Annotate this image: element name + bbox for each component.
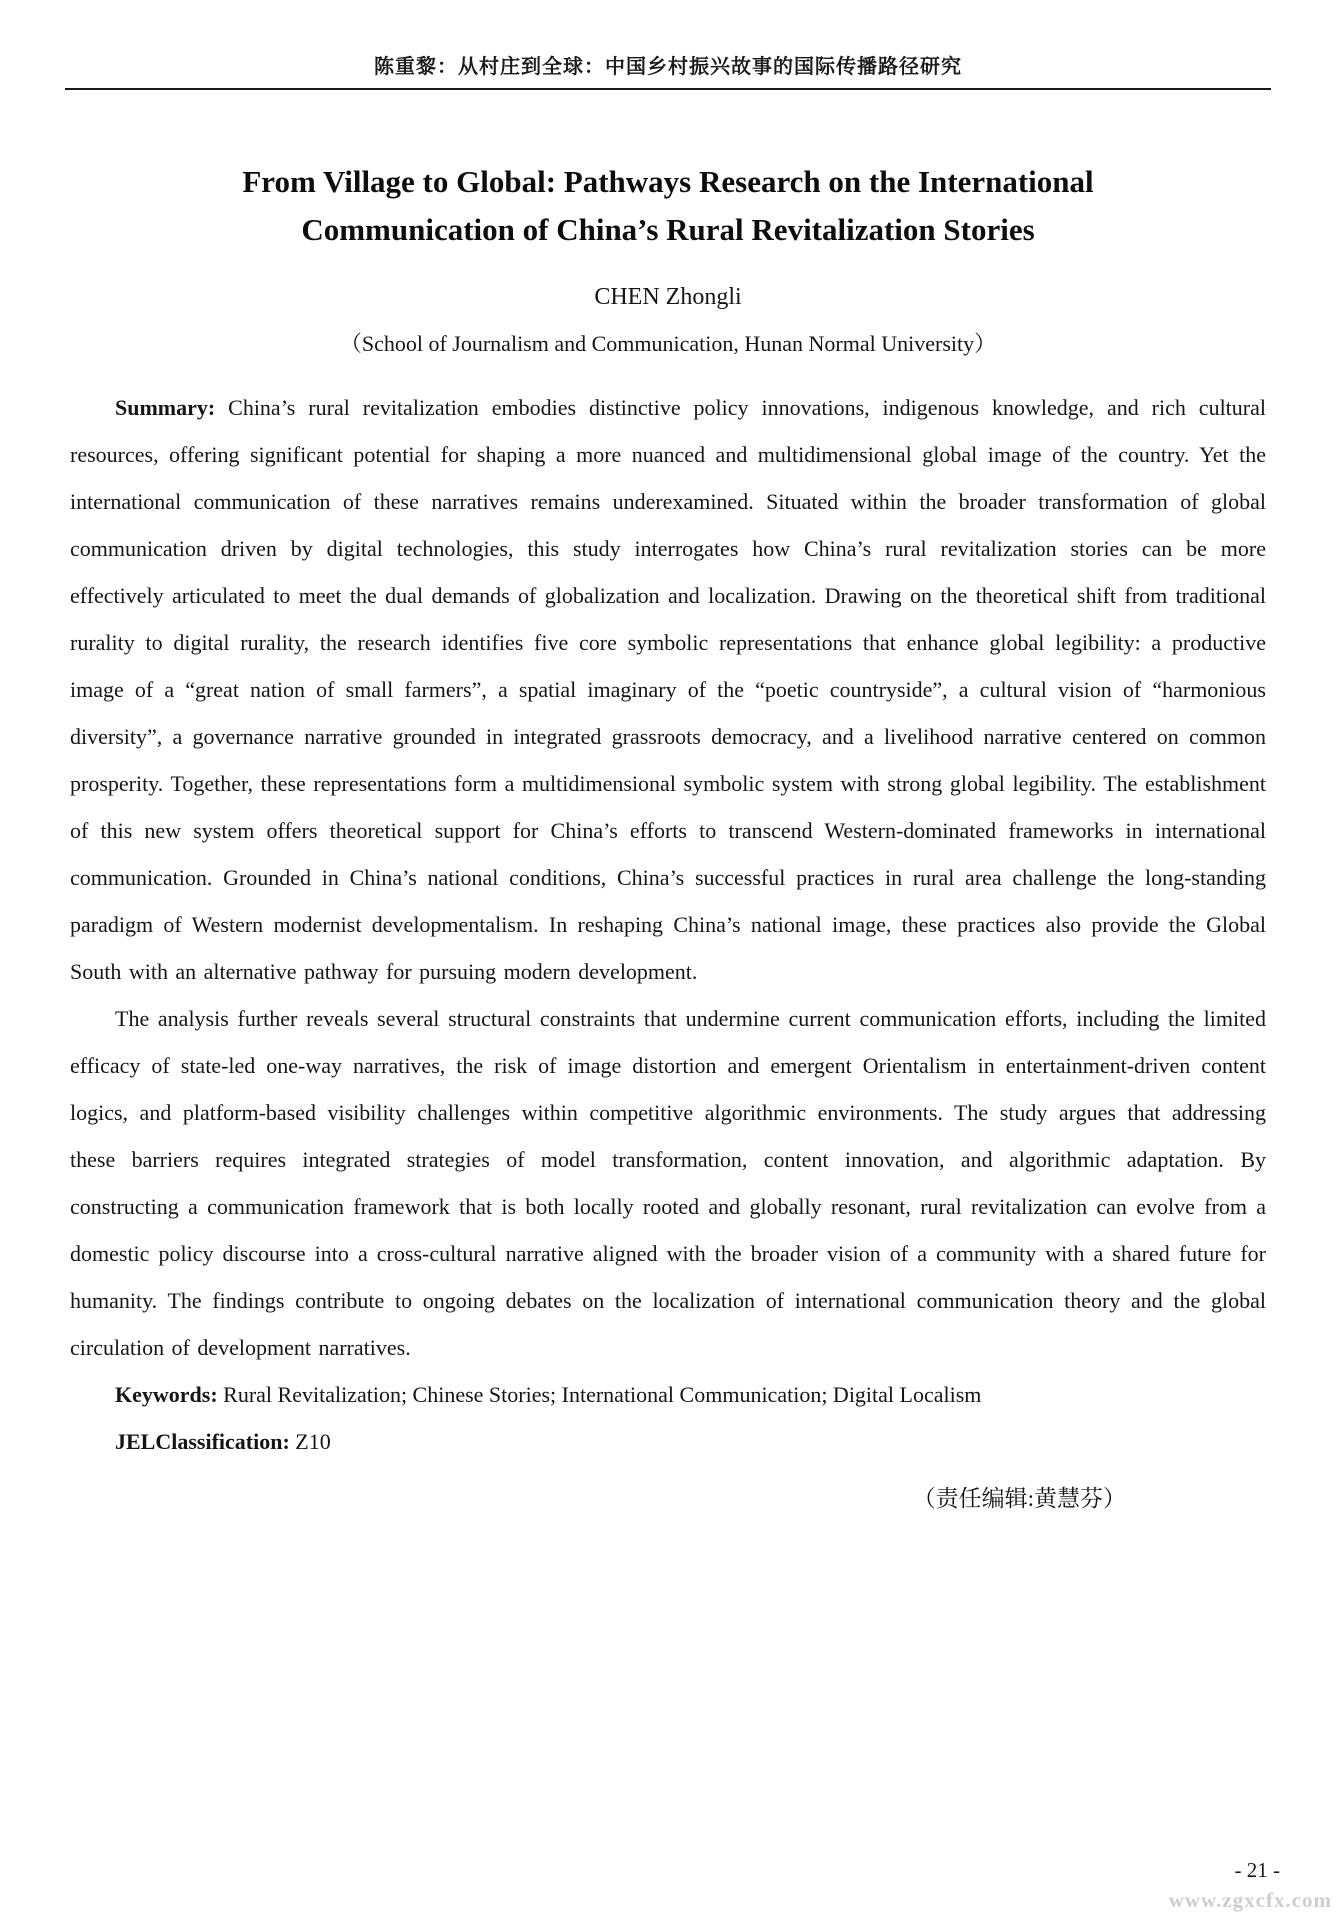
keywords-text: Rural Revitalization; Chinese Stories; International Communication; Digital Localism bbox=[223, 1382, 982, 1407]
page-number: - 21 - bbox=[1234, 1858, 1280, 1882]
site-watermark: www.zgxcfx.com bbox=[1168, 1888, 1332, 1912]
keywords-line bbox=[70, 1371, 1266, 1418]
running-head-title: 陈重黎：从村庄到全球：中国乡村振兴故事的国际传播路径研究 bbox=[374, 56, 962, 78]
article-title-line1: From Village to Global: Pathways Research on the International bbox=[242, 164, 1094, 199]
managing-editor-note: （责任编辑:黄慧芬） bbox=[912, 1486, 1126, 1511]
analysis-paragraph: The analysis further reveals several structural constraints that undermine current communication efforts, including the limited efficacy of state-led one-way narratives, the risk of image distortion and emergent Orientalism in entertainment-driven content logics, and platform-based visibility challenges within competitive algorithmic environments. The study argues that addressing these barriers requires integrated strategies of model transformation, content innovation, and algorithmic adaptation. By constructing a communication framework that is both locally rooted and globally resonant, rural revitalization can evolve from a domestic policy discourse into a cross-cultural narrative aligned with the broader vision of a community with a shared future for humanity. The findings contribute to ongoing debates on the localization of international communication theory and the global circulation of development narratives. bbox=[70, 1006, 1266, 1360]
article-title-line2: Communication of China’s Rural Revitalization Stories bbox=[301, 212, 1035, 247]
summary-text: China’s rural revitalization embodies distinctive policy innovations, indigenous knowledge, and rich cultural resources, offering significant potential for shaping a more nuanced and multidimensional global image of the country. Yet the international communication of these narratives remains underexamined. Situated within the broader transformation of global communication driven by digital technologies, this study interrogates how China’s rural revitalization stories can be more effectively articulated to meet the dual demands of globalization and localization. Drawing on the theoretical shift from traditional rurality to digital rurality, the research identifies five core symbolic representations that enhance global legibility: a productive image of a “great nation of small farmers”, a spatial imaginary of the “poetic countryside”, a cultural vision of “harmonious diversity”, a governance narrative grounded in integrated grassroots democracy, and a livelihood narrative centered on common prosperity. Together, these representations form a multidimensional symbolic system with strong global legibility. The establishment of this new system offers theoretical support for China’s efforts to transcend Western-dominated frameworks in international communication. Grounded in China’s national conditions, China’s successful practices in rural area challenge the long-standing paradigm of Western modernist developmentalism. In reshaping China’s national image, these practices also provide the Global South with an alternative pathway for pursuing modern development. bbox=[70, 395, 1266, 984]
jel-value: Z10 bbox=[295, 1429, 331, 1454]
author-affiliation: （School of Journalism and Communication, Hunan Normal University） bbox=[339, 331, 997, 356]
summary-paragraph bbox=[70, 384, 1266, 995]
jel-line bbox=[70, 1418, 1266, 1465]
article-title bbox=[70, 158, 1266, 254]
summary-label: Summary: bbox=[115, 395, 229, 420]
article-body bbox=[70, 158, 1266, 1519]
keywords-label: Keywords: bbox=[115, 1382, 224, 1407]
author-name: CHEN Zhongli bbox=[594, 284, 742, 310]
header-divider bbox=[65, 88, 1271, 90]
jel-label: JELClassification: bbox=[115, 1429, 296, 1454]
